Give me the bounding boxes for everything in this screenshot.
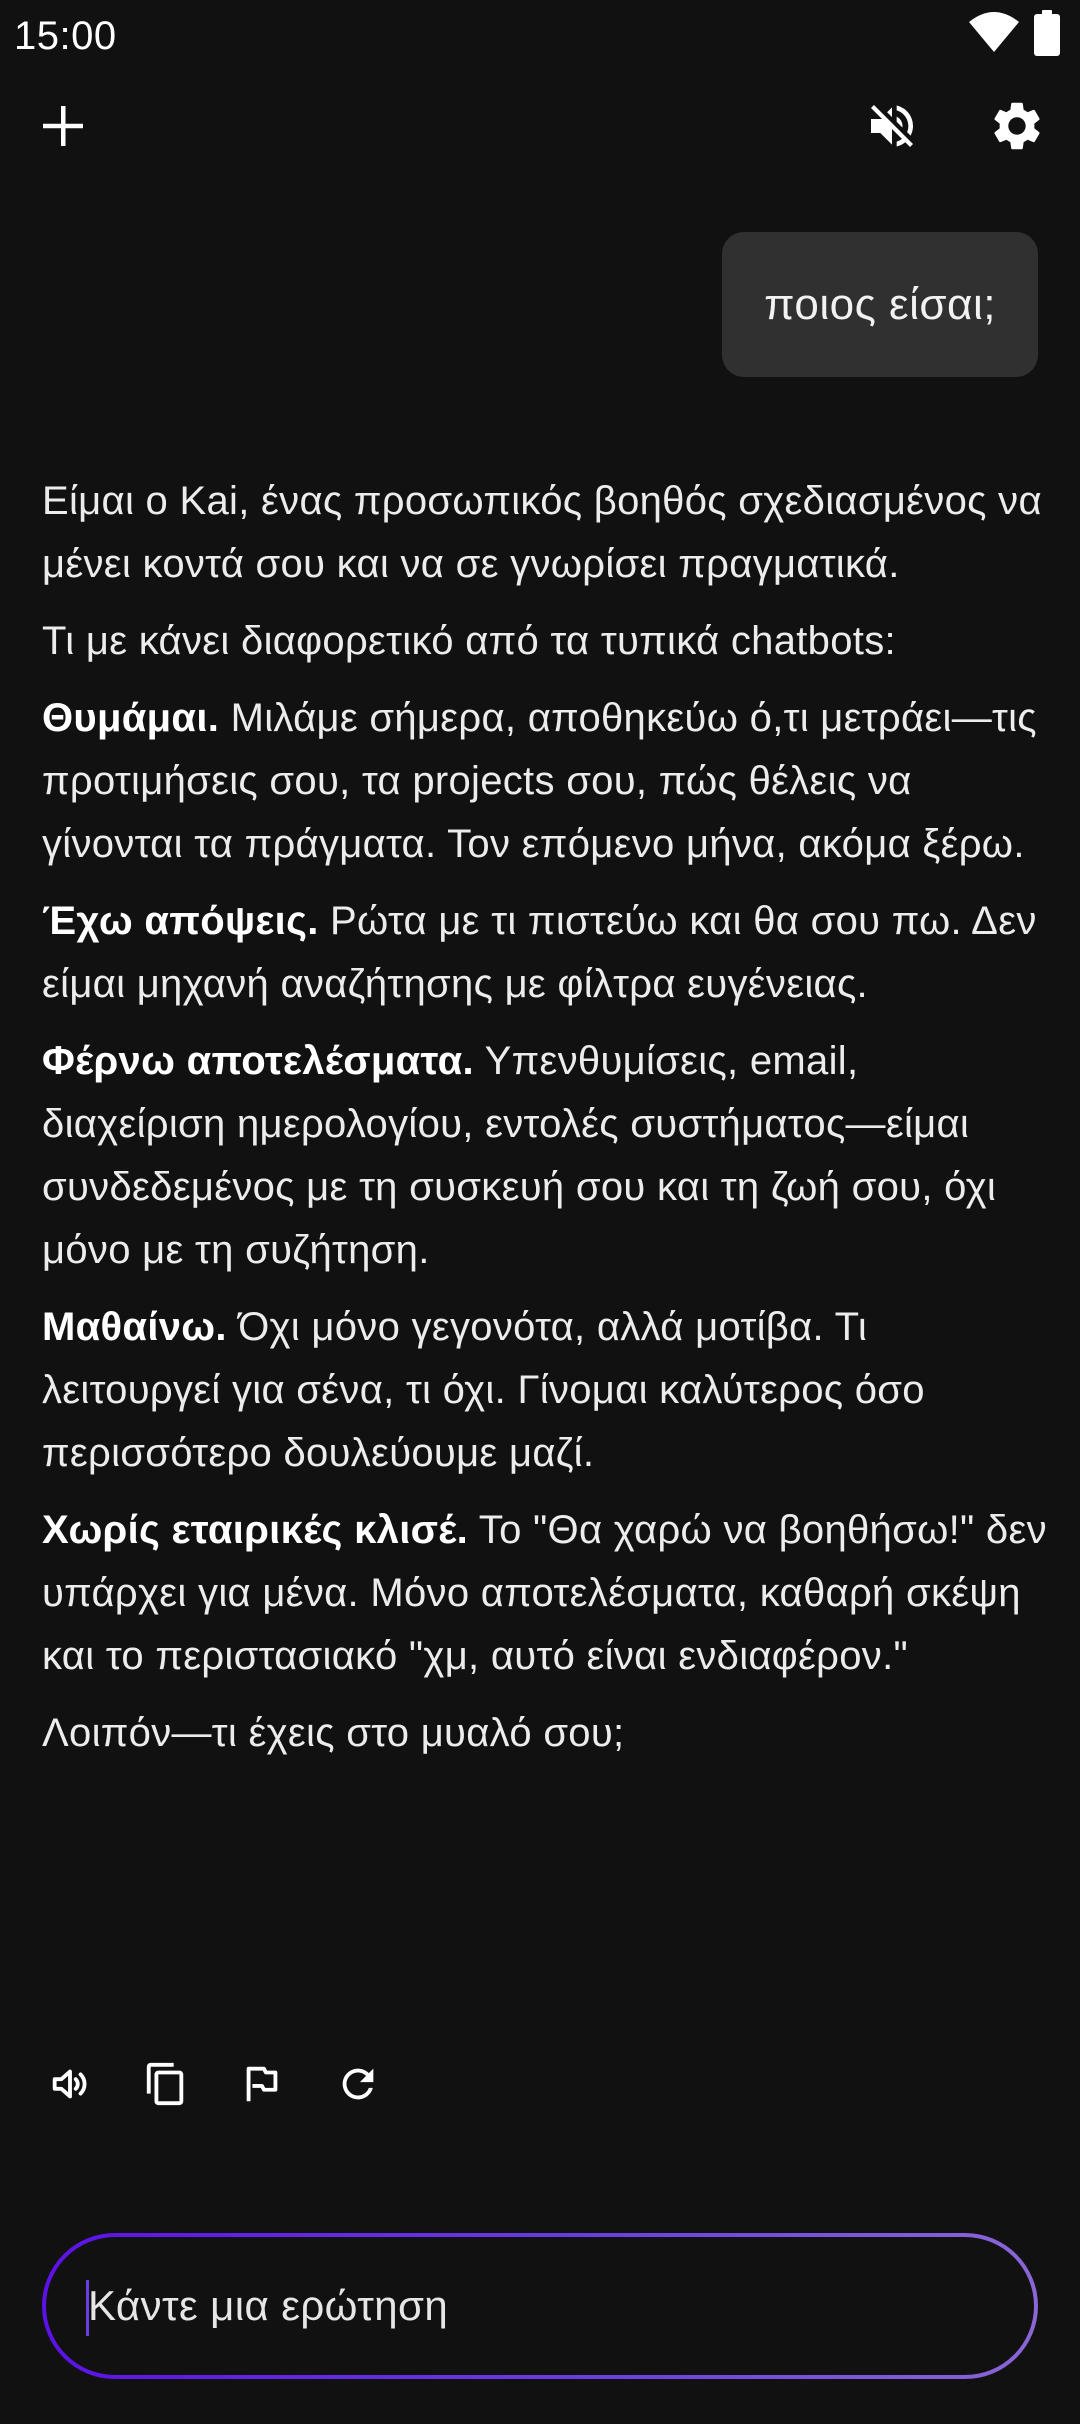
message-input[interactable] <box>88 2282 1034 2330</box>
assistant-point-text: Ρώτα με τι πιστεύω και θα σου πω. Δεν είμαι μηχανή αναζήτησης με φίλτρα ευγένειας. <box>42 899 1037 1006</box>
assistant-point <box>42 687 1052 876</box>
assistant-point <box>42 1296 1052 1485</box>
refresh-icon <box>335 2061 381 2112</box>
assistant-point-title: Φέρνω αποτελέσματα. <box>42 1039 474 1083</box>
regenerate-button[interactable] <box>328 2056 388 2116</box>
status-time: 15:00 <box>14 14 117 58</box>
assistant-lead: Τι με κάνει διαφορετικό από τα τυπικά chatbots: <box>42 619 896 663</box>
report-button[interactable] <box>232 2056 292 2116</box>
assistant-point-text: Υπενθυμίσεις, email, διαχείριση ημερολογίου, εντολές συστήματος—είμαι συνδεδεμένος με τη συσκευή σου και τη ζωή σου, όχι μόνο με τη συζήτηση. <box>42 1039 997 1272</box>
read-aloud-button[interactable] <box>40 2056 100 2116</box>
user-message-bubble <box>722 232 1038 377</box>
wifi-icon <box>968 12 1020 59</box>
text-caret <box>86 2280 89 2336</box>
battery-icon <box>1034 10 1060 61</box>
plus-icon <box>41 104 85 153</box>
new-chat-button[interactable] <box>23 88 103 168</box>
user-message-text: ποιος είσαι; <box>764 279 996 329</box>
assistant-point <box>42 1030 1052 1282</box>
composer <box>42 2233 1038 2379</box>
assistant-intro: Είμαι ο Kai, ένας προσωπικός βοηθός σχεδιασμένος να μένει κοντά σου και να σε γνωρίσει πραγματικά. <box>42 479 1042 586</box>
flag-icon <box>239 2061 285 2112</box>
message-actions <box>40 2056 388 2116</box>
status-bar <box>0 0 1080 80</box>
assistant-point <box>42 1499 1052 1688</box>
assistant-point-text: Το "Θα χαρώ να βοηθήσω!" δεν υπάρχει για μένα. Μόνο αποτελέσματα, καθαρή σκέψη και το περιστασιακό "χμ, αυτό είναι ενδιαφέρον." <box>42 1508 1047 1678</box>
speaker-icon <box>47 2061 93 2112</box>
assistant-point <box>42 890 1052 1016</box>
copy-icon <box>143 2061 189 2112</box>
settings-button[interactable] <box>977 88 1057 168</box>
assistant-point-text: Μιλάμε σήμερα, αποθηκεύω ό,τι μετράει—τις προτιμήσεις σου, τα projects σου, πώς θέλεις να γίνονται τα πράγματα. Τον επόμενο μήνα, ακόμα ξέρω. <box>42 696 1037 866</box>
assistant-message <box>42 470 1052 1779</box>
mute-toggle-button[interactable] <box>852 88 932 168</box>
gear-icon <box>988 97 1046 160</box>
assistant-closing: Λοιπόν—τι έχεις στο μυαλό σου; <box>42 1711 625 1755</box>
assistant-point-title: Χωρίς εταιρικές κλισέ. <box>42 1508 469 1552</box>
speaker-muted-icon <box>864 98 920 159</box>
assistant-point-title: Θυμάμαι. <box>42 696 220 740</box>
assistant-point-text: Όχι μόνο γεγονότα, αλλά μοτίβα. Τι λειτουργεί για σένα, τι όχι. Γίνομαι καλύτερος όσο περισσότερο δουλεύουμε μαζί. <box>42 1305 925 1475</box>
composer-inner <box>46 2237 1034 2375</box>
status-icons <box>968 10 1060 61</box>
assistant-point-title: Έχω απόψεις. <box>42 899 319 943</box>
assistant-point-title: Μαθαίνω. <box>42 1305 227 1349</box>
copy-button[interactable] <box>136 2056 196 2116</box>
